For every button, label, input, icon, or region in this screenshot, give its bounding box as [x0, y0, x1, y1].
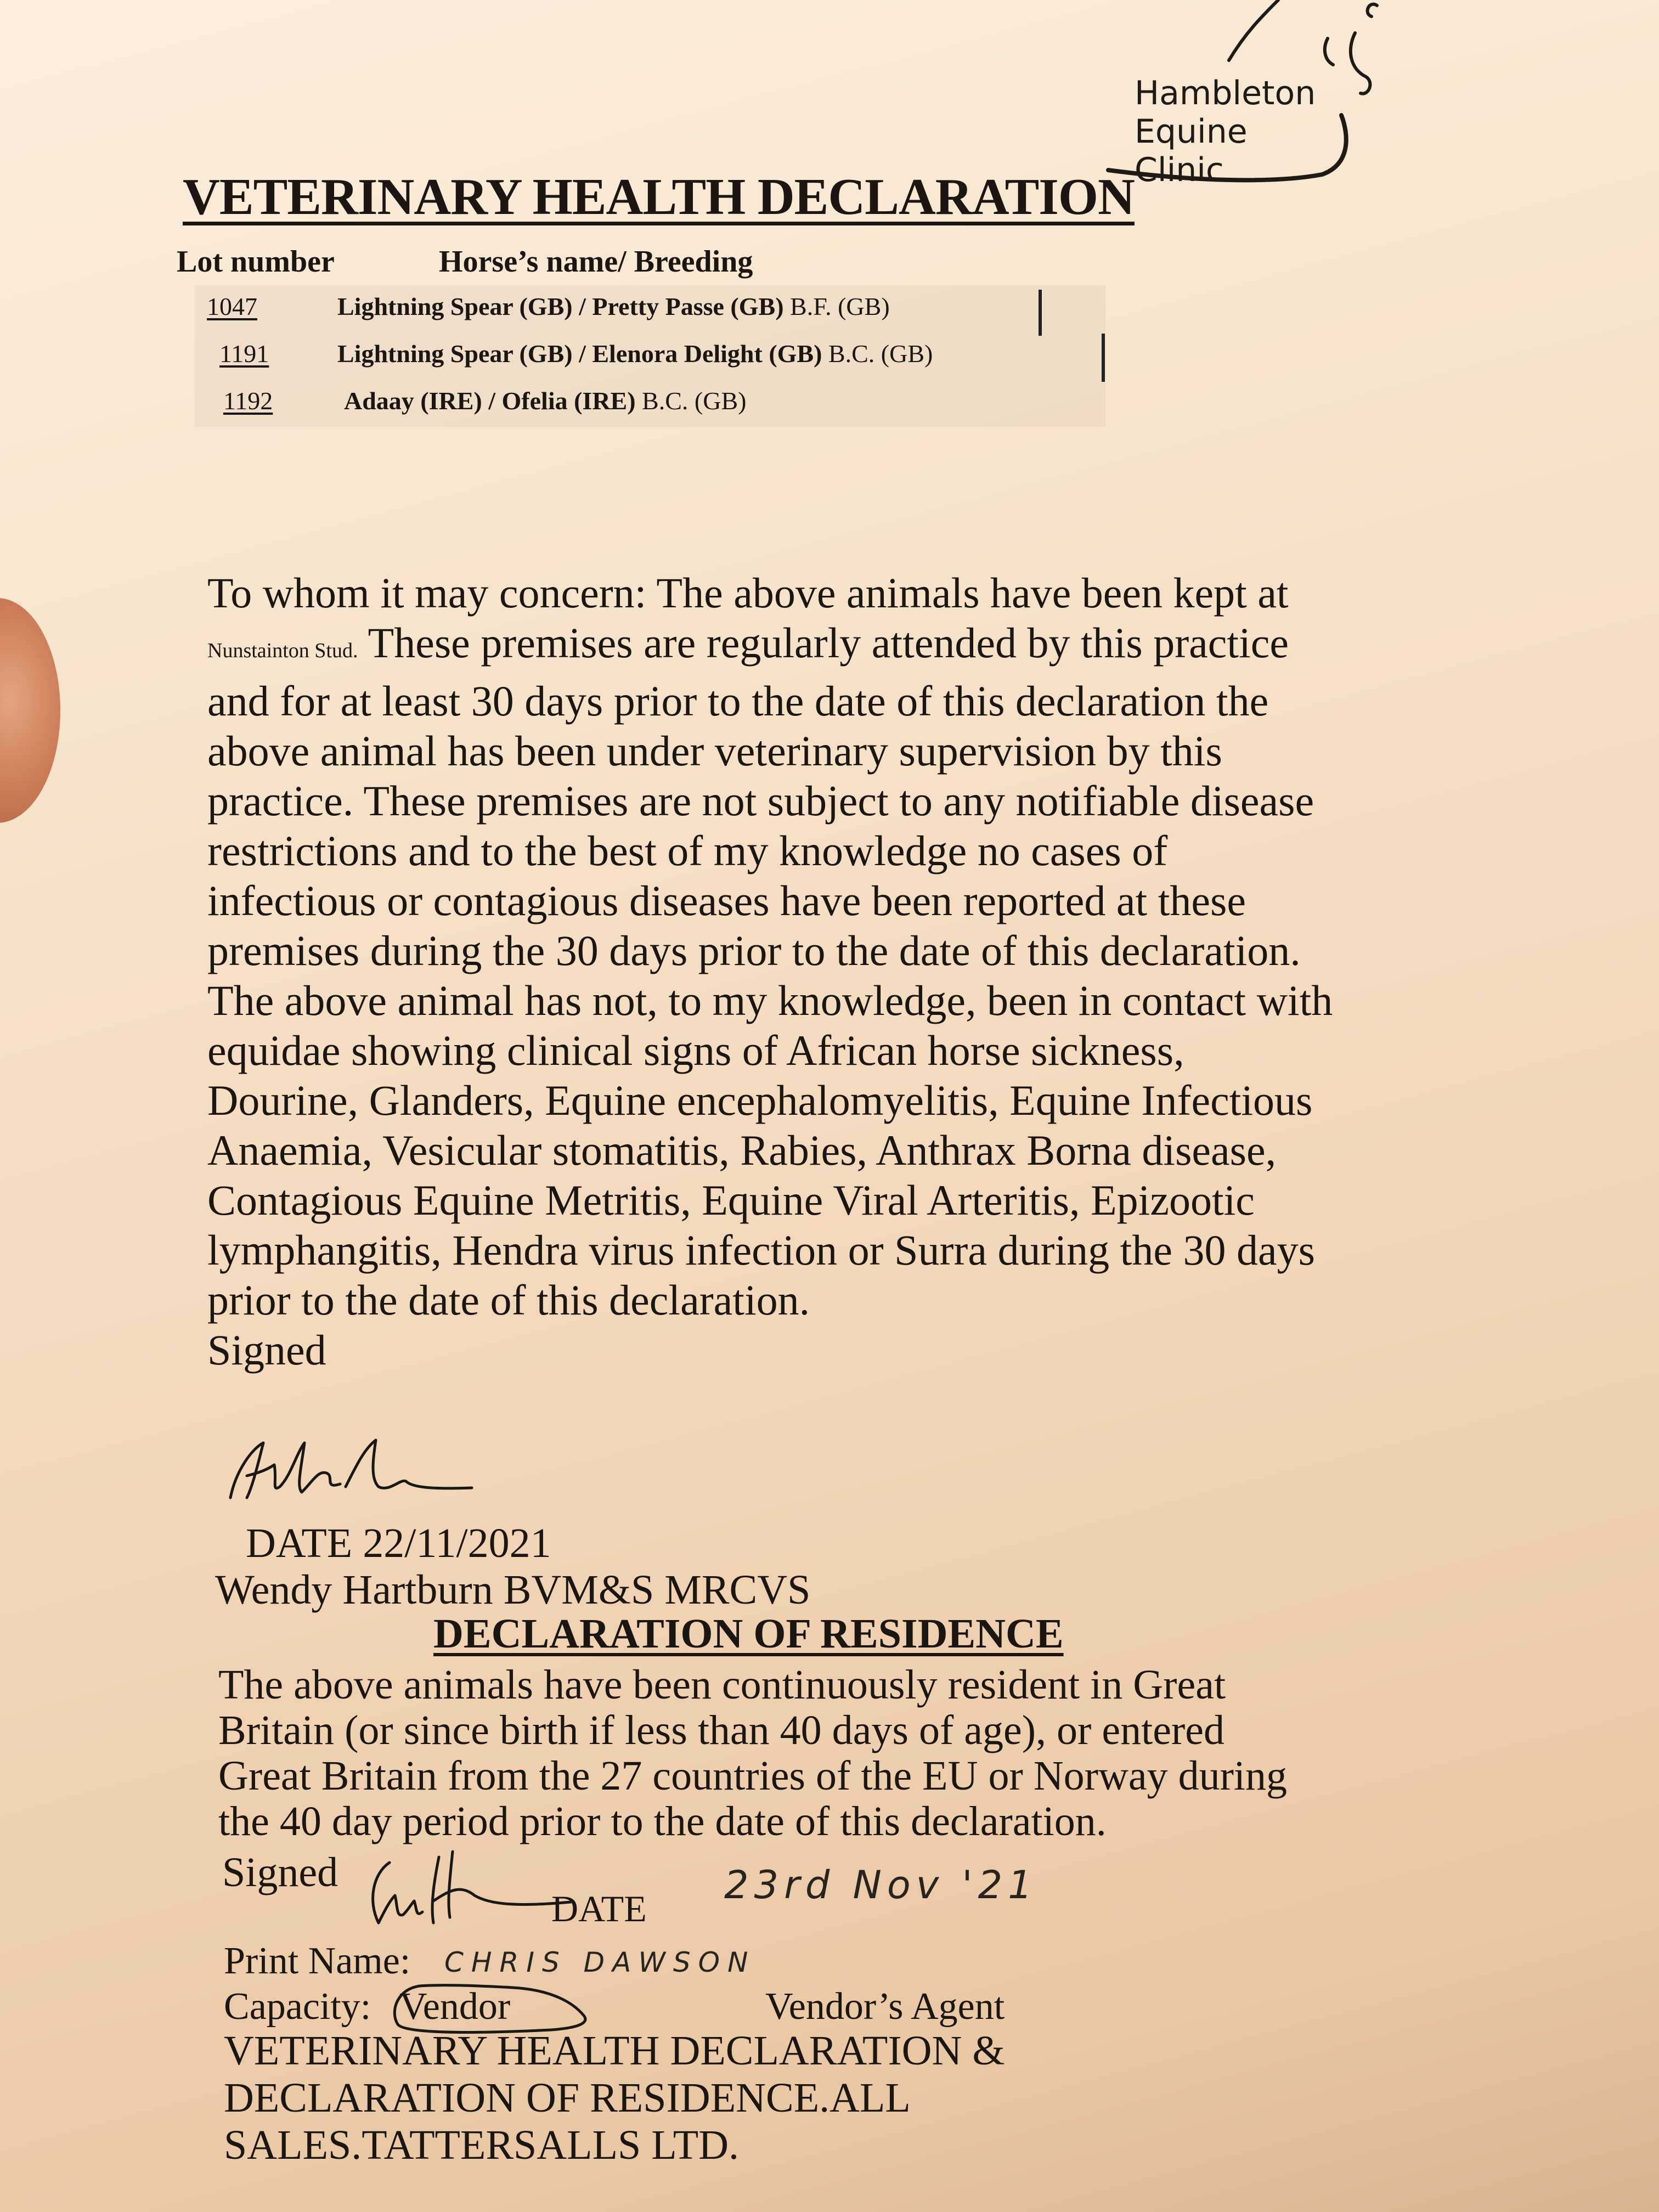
table-row	[195, 285, 1105, 332]
document-title: VETERINARY HEALTH DECLARATION	[183, 168, 1135, 225]
residence-date-label: DATE	[551, 1888, 647, 1929]
capacity-agent: Vendor’s Agent	[765, 1985, 1005, 2028]
print-name-value: CHRIS DAWSON	[444, 1946, 756, 1978]
table-border	[1102, 334, 1105, 382]
premises-name: Nunstainton Stud.	[207, 639, 358, 662]
print-name-label: Print Name:	[224, 1940, 411, 1982]
footer-text: VETERINARY HEALTH DECLARATION & DECLARATION OF RESIDENCE.ALL SALES.TATTERSALLS LTD.	[224, 2028, 1005, 2168]
horse-name: Lightning Spear (GB) / Pretty Passe (GB) B.F. (GB)	[337, 292, 890, 320]
horse-name: Lightning Spear (GB) / Elenora Delight (GB) B.C. (GB)	[337, 340, 933, 368]
lot-number-header: Lot number	[177, 245, 335, 279]
capacity-label: Capacity:	[224, 1985, 371, 2028]
horse-name: Adaay (IRE) / Ofelia (IRE) B.C. (GB)	[344, 387, 747, 415]
table-row	[195, 380, 1105, 427]
signed-label: Signed	[207, 1326, 326, 1374]
logo-line-2: Equine Clinic	[1135, 112, 1248, 189]
table-border	[1039, 290, 1042, 336]
capacity-vendor: Vendor	[399, 1985, 511, 2028]
logo-line-1: Hambleton	[1135, 74, 1316, 112]
residence-text: The above animals have been continuously resident in Great Britain (or since birth if less than 40 days of age), or entered Great Britain from the 27 countries of the EU or Norway during the 40 day period prior to the date of this declaration.	[218, 1662, 1288, 1844]
horse-table	[195, 285, 1105, 427]
horse-name-header: Horse’s name/ Breeding	[439, 245, 753, 279]
residence-signed-label: Signed	[222, 1849, 338, 1895]
lot-number: 1192	[223, 387, 273, 415]
declaration-date: DATE 22/11/2021	[246, 1520, 551, 1566]
residence-date-value: 23rd Nov '21	[724, 1863, 1038, 1908]
vendor-signature	[357, 1841, 576, 1934]
vet-name: Wendy Hartburn BVM&S MRCVS	[215, 1567, 811, 1613]
vet-signature	[214, 1426, 477, 1509]
lot-number: 1191	[219, 340, 269, 368]
declaration-text: To whom it may concern: The above animals have been kept at Nunstainton Stud. These premises are regularly attended by this practice and for at least 30 days prior to the date of this declaration the above animal has been under veterinary supervision by this practice. These premises are not subject to any notifiable disease restrictions and to the best of my knowledge no cases of infectious or contagious diseases have been reported at these premises during the 30 days prior to the date of this declaration. The above animal has not, to my knowledge, been in contact with equidae showing clinical signs of African horse sickness, Dourine, Glanders, Equine encephalomyelitis, Equine Infectious Anaemia, Vesicular stomatitis, Rabies, Anthrax Borna disease, Contagious Equine Metritis, Equine Viral Arteritis, Epizootic lymphangitis, Hendra virus infection or Surra during the 30 days prior to the date of this declaration. Signed	[207, 568, 1338, 1375]
residence-heading: DECLARATION OF RESIDENCE	[433, 1611, 1064, 1657]
table-row	[195, 332, 1105, 380]
thumb	[0, 598, 60, 823]
lot-number: 1047	[207, 292, 257, 320]
